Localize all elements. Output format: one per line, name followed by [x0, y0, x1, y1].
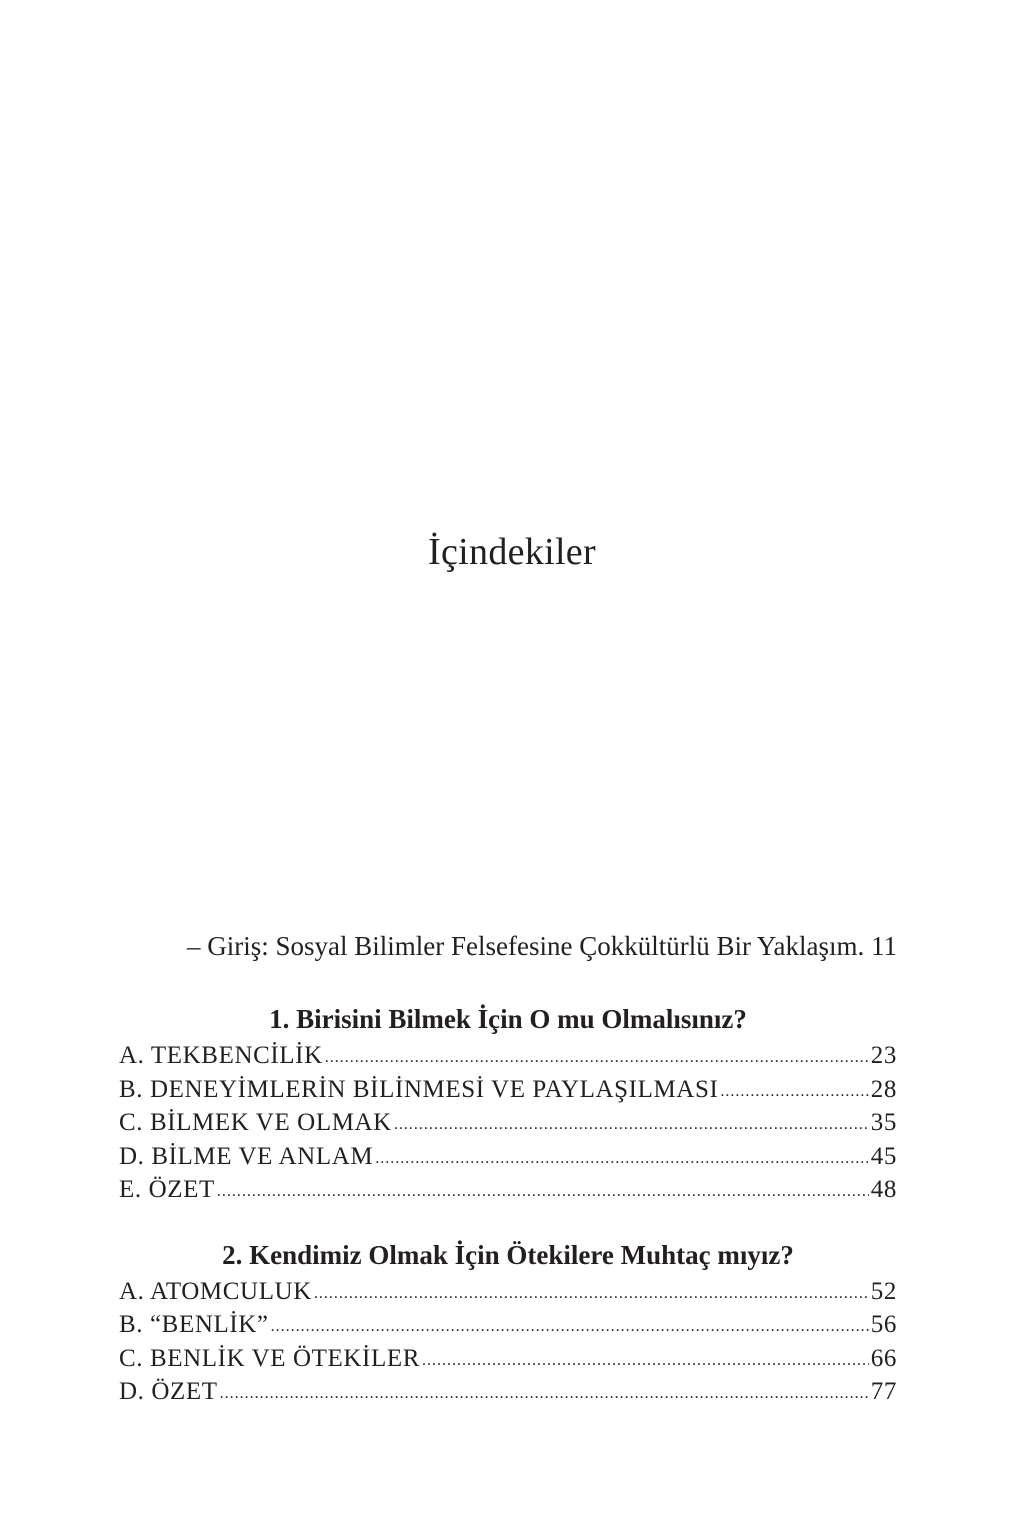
toc-entry-page: 45 — [870, 1142, 897, 1170]
dot-leader — [375, 1142, 869, 1176]
toc-entry-label: E. ÖZET — [119, 1176, 215, 1203]
chapter-1-entries — [119, 1039, 897, 1207]
intro-entry: – Giriş: Sosyal Bilimler Felsefesine Çokkültürlü Bir Yaklaşım. 11 — [187, 931, 897, 961]
toc-entry-label: A. ATOMCULUK — [119, 1277, 312, 1305]
toc-entry — [119, 1275, 897, 1309]
toc-entry-page: 28 — [870, 1075, 897, 1103]
chapter-2-entries — [119, 1275, 897, 1409]
toc-entry — [119, 1342, 897, 1376]
dot-leader — [220, 1377, 869, 1411]
toc-entry — [119, 1039, 897, 1073]
toc-entry-label: D. ÖZET — [119, 1378, 218, 1405]
page-title: İçindekiler — [428, 531, 596, 573]
toc-entry-label: D. BİLME VE ANLAM — [119, 1142, 374, 1170]
toc-entry-page: 66 — [870, 1344, 897, 1372]
toc-entry-label: C. BİLMEK VE OLMAK — [119, 1109, 392, 1136]
toc-entry — [119, 1375, 897, 1409]
dot-leader — [394, 1108, 869, 1142]
toc-entry-label: C. BENLİK VE ÖTEKİLER — [119, 1344, 420, 1372]
toc-entry-page: 35 — [870, 1109, 897, 1136]
toc-entry-page: 77 — [870, 1378, 897, 1405]
chapter-2-title: 2. Kendimiz Olmak İçin Ötekilere Muhtaç mıyız? — [222, 1239, 794, 1270]
dot-leader — [422, 1344, 869, 1378]
toc-entry-label: A. TEKBENCİLİK — [119, 1042, 323, 1069]
dot-leader — [314, 1277, 869, 1311]
dot-leader — [325, 1041, 869, 1075]
toc-entry-page: 56 — [870, 1311, 897, 1338]
toc-entry — [119, 1173, 897, 1207]
toc-entry-label: B. DENEYİMLERİN BİLİNMESİ VE PAYLAŞILMASI — [119, 1075, 719, 1103]
toc-entry-label: B. “BENLİK” — [119, 1311, 269, 1338]
table-of-contents — [119, 926, 897, 1409]
toc-entry-page: 48 — [870, 1176, 897, 1203]
toc-entry-page: 52 — [870, 1277, 897, 1305]
dot-leader — [271, 1310, 869, 1344]
toc-entry — [119, 1308, 897, 1342]
toc-entry — [119, 1140, 897, 1174]
toc-entry — [119, 1073, 897, 1107]
toc-entry — [119, 1106, 897, 1140]
dot-leader — [217, 1175, 869, 1209]
toc-entry-page: 23 — [870, 1042, 897, 1069]
chapter-1-title: 1. Birisini Bilmek İçin O mu Olmalısınız? — [269, 1004, 747, 1034]
dot-leader — [720, 1075, 868, 1109]
